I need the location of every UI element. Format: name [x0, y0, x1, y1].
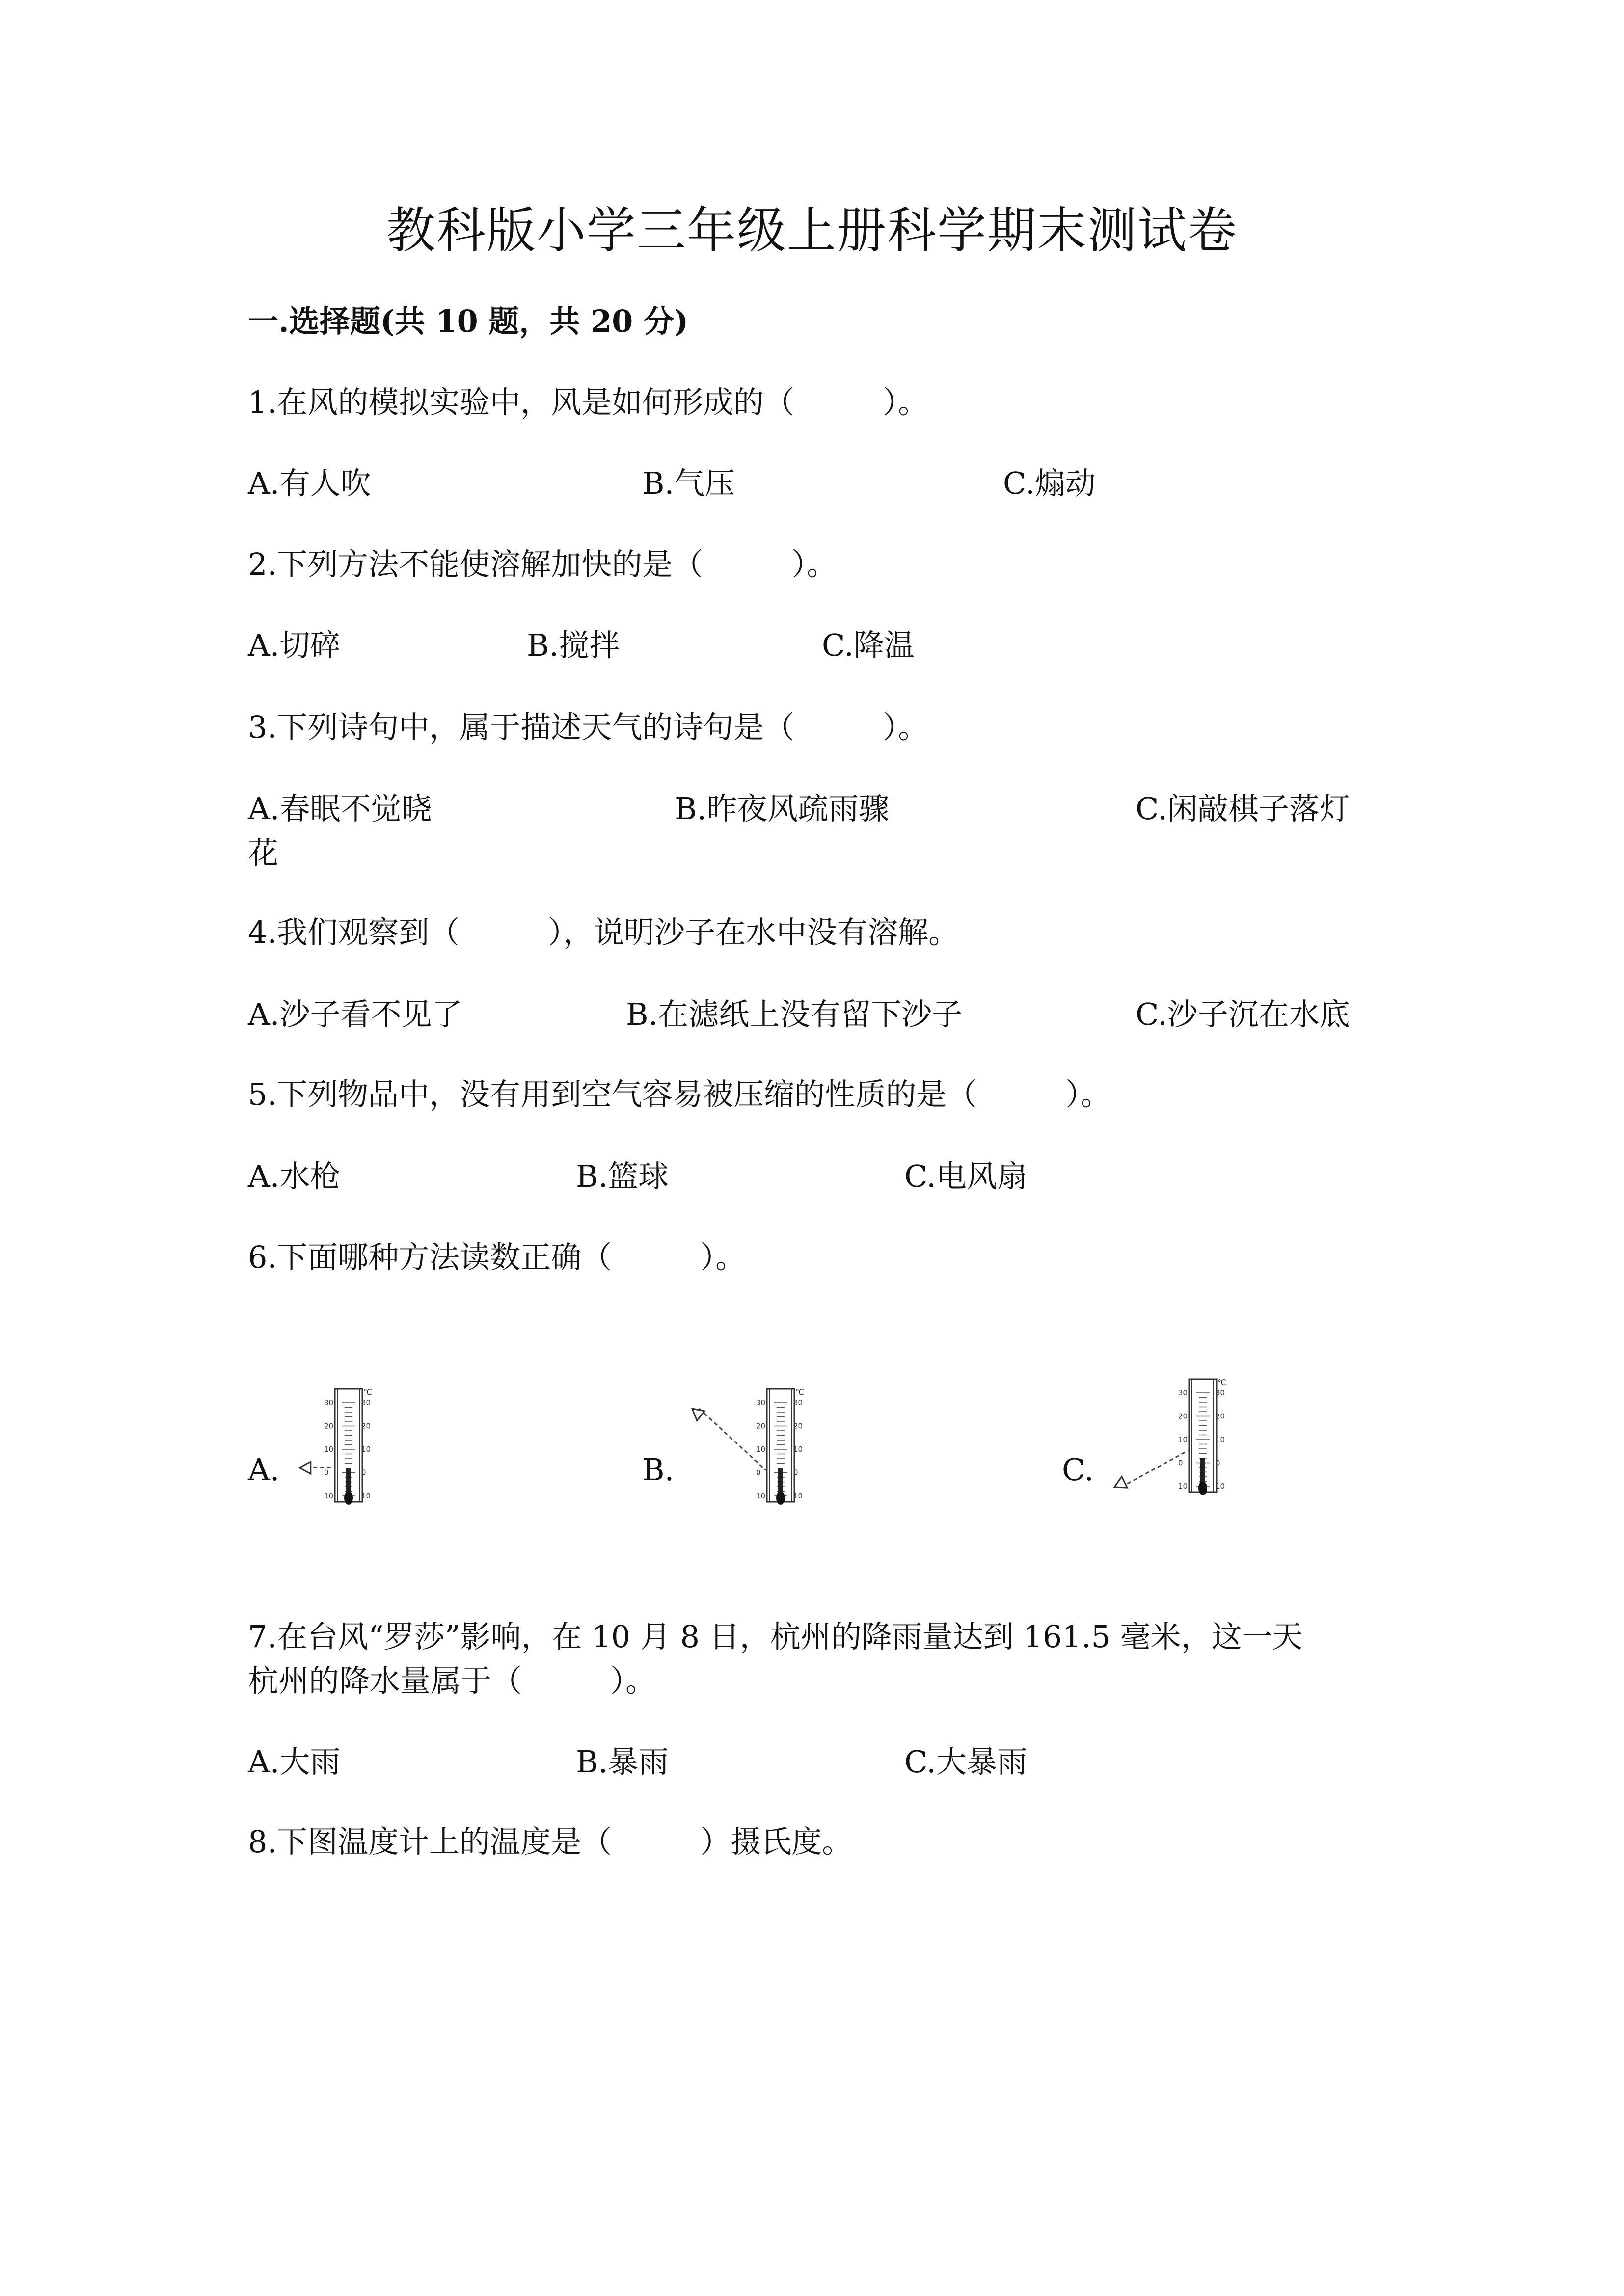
option-1b: B.气压: [642, 465, 735, 501]
tick-label-right: 20: [1216, 1412, 1225, 1421]
tick-label-left: 10: [756, 1445, 766, 1454]
question-1: [248, 380, 928, 425]
question-5-stem: 5.下列物品中，没有用到空气容易被压缩的性质的是（: [248, 1076, 977, 1112]
thermometer-figure-c: [1100, 1369, 1247, 1507]
unit-label: ℃: [1218, 1378, 1226, 1387]
tick-label-right: 0: [793, 1468, 798, 1477]
thermometer-figure-a: [285, 1379, 393, 1517]
thermometer-bulb: [776, 1491, 785, 1505]
tick-label-left: 30: [1178, 1388, 1188, 1397]
option-3a: A.春眠不觉晓: [248, 791, 432, 827]
tick-label-left: 20: [324, 1421, 334, 1431]
question-8-stem-end: ）摄氏度。: [700, 1824, 853, 1860]
eye-icon: [299, 1462, 311, 1474]
question-3: [248, 705, 928, 749]
tick-label-right: 10: [361, 1492, 371, 1500]
tick-label-left: 30: [324, 1398, 334, 1407]
option-5a: A.水枪: [248, 1158, 341, 1194]
tick-label-right: 20: [361, 1421, 371, 1431]
tick-label-left: 30: [756, 1398, 766, 1407]
option-6a: A.: [248, 1452, 280, 1488]
question-4-stem: 4.我们观察到（: [248, 914, 460, 950]
option-4c: C.沙子沉在水底: [1136, 996, 1350, 1032]
option-7a: A.大雨: [248, 1744, 341, 1780]
option-7c: C.大暴雨: [904, 1744, 1028, 1780]
question-6-stem-end: ）。: [700, 1239, 746, 1275]
thermometer-bulb: [344, 1491, 353, 1505]
page-title: 教科版小学三年级上册科学期末测试卷: [386, 202, 1238, 259]
question-6-stem: 6.下面哪种方法读数正确（: [248, 1239, 612, 1275]
question-7-line-1: 7.在台风“罗莎”影响，在 10 月 8 日，杭州的降雨量达到 161.5 毫米，这一天: [248, 1619, 1303, 1655]
option-4b: B.在滤纸上没有留下沙子: [626, 996, 963, 1032]
option-4a: A.沙子看不见了: [248, 996, 462, 1032]
question-2-stem-end: ）。: [791, 546, 838, 582]
tick-label-left: 10: [756, 1492, 766, 1500]
tick-label-left: 20: [756, 1421, 766, 1431]
section-heading: 一.选择题(共 10 题，共 20 分): [248, 303, 689, 339]
tick-label-right: 10: [361, 1445, 371, 1454]
option-5b: B.篮球: [576, 1158, 669, 1194]
question-7-stem-end: ）。: [610, 1663, 656, 1699]
question-8-stem: 8.下图温度计上的温度是（: [248, 1824, 612, 1860]
thermometer-figure-b: [677, 1379, 825, 1517]
question-1-stem: 1.在风的模拟实验中，风是如何形成的（: [248, 384, 795, 420]
option-1c: C.煽动: [1003, 465, 1096, 501]
tick-label-left: 0: [756, 1468, 761, 1477]
question-2: [248, 542, 837, 587]
question-4: [248, 910, 959, 955]
tick-label-right: 10: [1216, 1482, 1225, 1491]
tick-label-left: 20: [1178, 1412, 1188, 1421]
tick-label-right: 0: [1216, 1458, 1220, 1468]
tick-label-left: 10: [324, 1445, 334, 1454]
question-5: [248, 1072, 1111, 1117]
option-5c: C.电风扇: [904, 1158, 1028, 1194]
tick-label-left: 0: [1178, 1458, 1183, 1468]
thermometer-bulb: [1198, 1481, 1207, 1495]
option-1a: A.有人吹: [248, 465, 371, 501]
figure-option-c: [1100, 1369, 1247, 1509]
option-6c: C.: [1062, 1452, 1094, 1488]
eye-icon: [692, 1409, 704, 1420]
question-7-line-2: [248, 1659, 656, 1703]
tick-label-right: 10: [793, 1445, 803, 1454]
tick-label-right: 30: [361, 1398, 371, 1407]
tick-label-left: 10: [324, 1492, 334, 1500]
figure-option-a: [285, 1379, 393, 1519]
tick-label-left: 10: [1178, 1482, 1188, 1491]
option-2c: C.降温: [822, 627, 915, 663]
option-2a: A.切碎: [248, 627, 341, 663]
tick-label-right: 10: [793, 1492, 803, 1500]
tick-label-right: 30: [1216, 1388, 1225, 1397]
tick-label-left: 0: [324, 1468, 329, 1477]
question-1-stem-end: ）。: [883, 384, 929, 420]
question-3-stem: 3.下列诗句中，属于描述天气的诗句是（: [248, 709, 795, 745]
question-4-stem-end: ），说明沙子在水中没有溶解。: [548, 914, 959, 950]
question-3-stem-end: ）。: [883, 709, 929, 745]
tick-label-right: 30: [793, 1398, 803, 1407]
option-3c: C.闲敲棋子落灯: [1136, 791, 1350, 827]
option-3b: B.昨夜风疏雨骤: [675, 791, 890, 827]
tick-label-left: 10: [1178, 1435, 1188, 1444]
question-8: [248, 1820, 852, 1864]
unit-label: ℃: [363, 1388, 372, 1397]
question-6: [248, 1235, 746, 1280]
option-2b: B.搅拌: [527, 627, 620, 663]
question-5-stem-end: ）。: [1065, 1076, 1111, 1112]
tick-label-right: 10: [1216, 1435, 1225, 1444]
sight-line: [699, 1409, 766, 1470]
option-3c-wrap: 花: [248, 835, 279, 871]
question-2-stem: 2.下列方法不能使溶解加快的是（: [248, 546, 704, 582]
tick-label-right: 0: [361, 1468, 366, 1477]
question-7-stem: 杭州的降水量属于（: [248, 1663, 522, 1699]
eye-icon: [1114, 1477, 1127, 1488]
option-7b: B.暴雨: [576, 1744, 669, 1780]
figure-option-b: [677, 1379, 825, 1519]
option-6b: B.: [642, 1452, 675, 1488]
tick-label-right: 20: [793, 1421, 803, 1431]
unit-label: ℃: [795, 1388, 804, 1397]
